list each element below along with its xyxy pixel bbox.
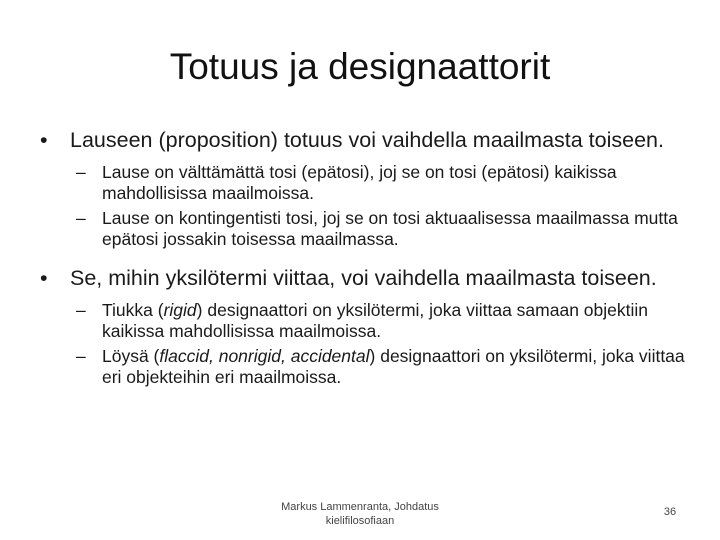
sub-bullet-list-1	[36, 162, 686, 250]
slide-footer: Markus Lammenranta, Johdatus kielifilosofiaan	[281, 501, 439, 527]
sub-bullet-1-1	[36, 162, 686, 204]
text-segment: ) designaattori on yksilötermi, joka viittaa eri objekteihin eri maailmoissa.	[102, 346, 685, 387]
dash-mark: –	[76, 300, 86, 320]
italic-term: flaccid, nonrigid, accidental	[159, 346, 370, 366]
slide-title: Totuus ja designaattorit	[169, 46, 551, 87]
sub-bullet-text: Lause on välttämättä tosi (epätosi), joj se on tosi (epätosi) kaikissa mahdollisissa maailmoissa.	[102, 162, 617, 203]
bullet-text: Lauseen (proposition) totuus voi vaihdella maailmasta toiseen.	[70, 128, 664, 152]
bullet-2	[36, 266, 686, 290]
dash-mark: –	[76, 346, 86, 366]
italic-term: rigid	[163, 300, 197, 320]
sub-bullet-2-1	[36, 300, 686, 342]
bullet-mark: •	[40, 128, 48, 152]
bullet-text: Se, mihin yksilötermi viittaa, voi vaihdella maailmasta toiseen.	[70, 266, 657, 290]
sub-bullet-text: Lause on kontingentisti tosi, joj se on tosi aktuaalisessa maailmassa mutta epätosi jossakin toisessa maailmassa.	[102, 208, 678, 249]
dash-mark: –	[76, 208, 86, 228]
page-number: 36	[663, 506, 677, 518]
sub-bullet-1-2	[36, 208, 686, 250]
sub-bullet-text	[102, 300, 648, 341]
bullet-1	[36, 128, 686, 152]
dash-mark: –	[76, 162, 86, 182]
text-segment: Tiukka (	[102, 300, 164, 320]
slide-content	[36, 128, 686, 404]
bullet-mark: •	[40, 266, 48, 290]
sub-bullet-text	[102, 346, 685, 387]
text-segment: ) designaattori on yksilötermi, joka viittaa samaan objektiin kaikissa mahdollisissa maailmoissa.	[102, 300, 648, 341]
sub-bullet-list-2	[36, 300, 686, 388]
sub-bullet-2-2	[36, 346, 686, 388]
text-segment: Löysä (	[102, 346, 160, 366]
